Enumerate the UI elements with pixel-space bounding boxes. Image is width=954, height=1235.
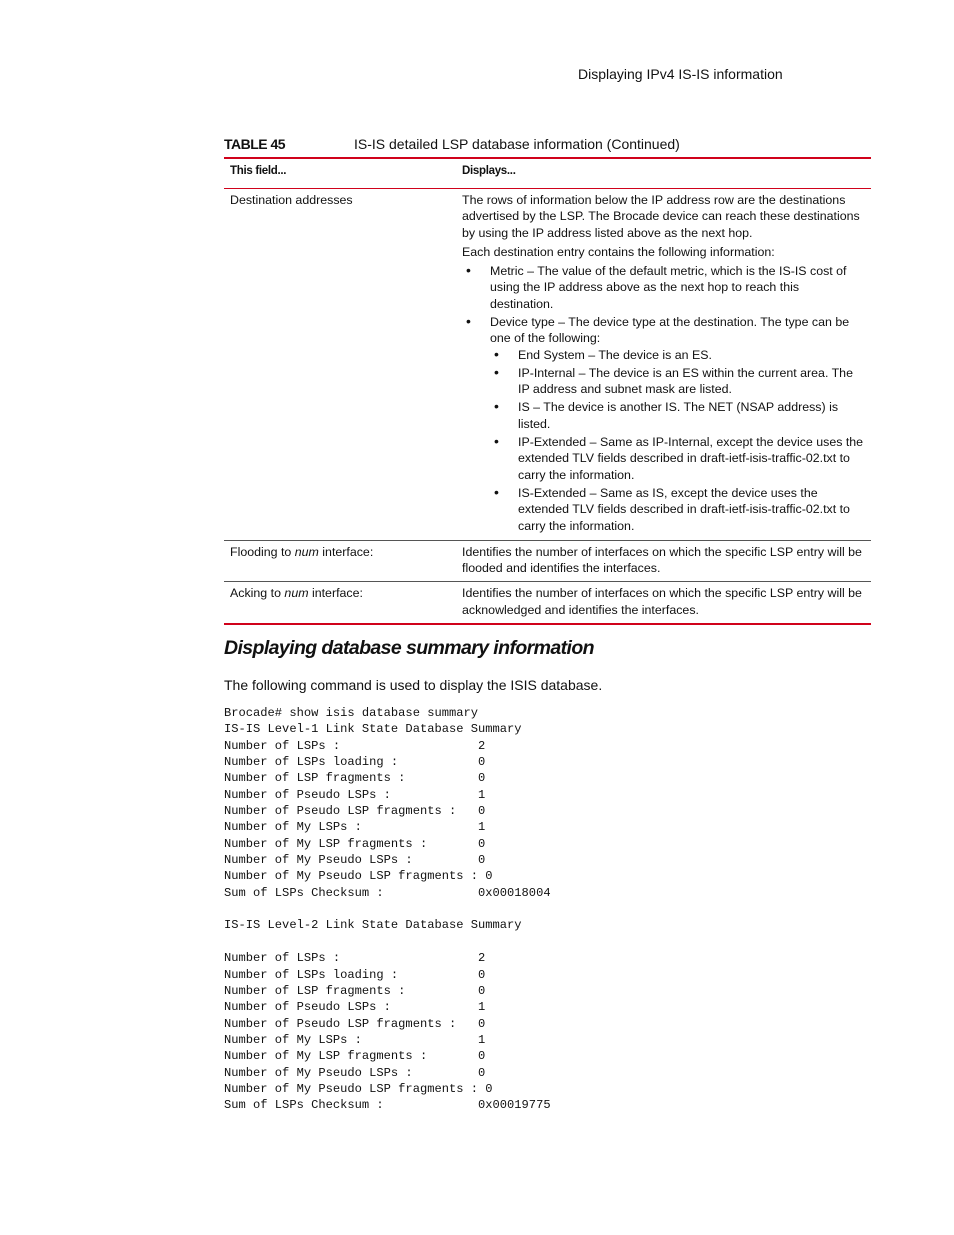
cli-line: Number of My LSPs : 1 (224, 820, 486, 835)
cli-line: Number of Pseudo LSPs : 1 (224, 1000, 486, 1015)
description-paragraph: The rows of information below the IP address row are the destinations advertised by the LSP. The Brocade device can reach these destinations by using the IP address listed above as the next hop. (462, 192, 860, 241)
bullet-icon: • (494, 398, 499, 415)
bullet-icon: • (494, 483, 499, 500)
sub-bullet-list (490, 347, 865, 535)
spec-table (224, 157, 871, 625)
running-header: Displaying IPv4 IS-IS information (578, 66, 783, 82)
description-cell (456, 188, 871, 540)
cli-line: Number of My Pseudo LSP fragments : 0 (224, 1081, 493, 1096)
cli-line: Number of My Pseudo LSP fragments : 0 (224, 869, 493, 884)
cli-line: Number of Pseudo LSP fragments : 0 (224, 1016, 486, 1031)
cli-line (224, 901, 551, 917)
bullet-icon: • (494, 346, 499, 363)
field-cell: Destination addresses (224, 188, 456, 540)
list-item (490, 434, 865, 484)
section-heading: Displaying database summary information (224, 637, 594, 659)
cli-line: Number of My LSP fragments : 0 (224, 836, 486, 851)
cli-line: Number of My LSP fragments : 0 (224, 1049, 486, 1064)
cli-line: IS-IS Level-2 Link State Database Summary (224, 918, 522, 933)
table-row (224, 540, 871, 581)
field-text: interface: (318, 544, 374, 559)
table-row (224, 188, 871, 540)
intro-paragraph: The following command is used to display the ISIS database. (224, 677, 603, 693)
table-number: TABLE 45 (224, 136, 286, 152)
cli-line: Number of LSPs : 2 (224, 951, 486, 966)
bullet-icon: • (494, 363, 499, 380)
field-cell (224, 582, 456, 624)
field-italic: num (284, 586, 309, 601)
bullet-icon: • (466, 312, 471, 329)
list-item (462, 314, 865, 535)
list-item-text: Device type – The device type at the destination. The type can be one of the following: (490, 314, 850, 346)
bullet-icon: • (466, 261, 471, 278)
field-italic: num (294, 544, 319, 559)
cli-line: Number of LSPs loading : 0 (224, 967, 486, 982)
list-item (490, 347, 865, 364)
bullet-icon: • (494, 432, 499, 449)
list-item-text: End System – The device is an ES. (518, 348, 712, 363)
cli-line: Number of LSP fragments : 0 (224, 983, 486, 998)
cli-line: IS-IS Level-1 Link State Database Summary (224, 722, 522, 737)
cli-line: Sum of LSPs Checksum : 0x00019775 (224, 1098, 551, 1113)
cli-line: Number of Pseudo LSPs : 1 (224, 787, 486, 802)
cli-line (224, 934, 551, 950)
description-cell: Identifies the number of interfaces on which the specific LSP entry will be flooded and identifies the interfaces. (456, 540, 871, 581)
list-item (490, 485, 865, 535)
list-item-text: IS-Extended – Same as IS, except the device uses the extended TLV fields described in draft-ietf-isis-traffic-02.txt to carry the information. (518, 485, 850, 534)
field-cell (224, 540, 456, 581)
cli-output (224, 705, 551, 1114)
list-item (490, 399, 865, 432)
field-text: Flooding to (230, 544, 295, 559)
table-title: IS-IS detailed LSP database information (Continued) (354, 136, 680, 152)
cli-line: Number of My LSPs : 1 (224, 1032, 486, 1047)
table-header-row (224, 158, 871, 188)
cli-line: Number of LSP fragments : 0 (224, 771, 486, 786)
bullet-list (462, 263, 865, 535)
field-text: interface: (308, 586, 363, 601)
list-item (462, 263, 865, 313)
list-item-text: IS – The device is another IS. The NET (NSAP address) is listed. (518, 400, 839, 431)
list-item-text: IP-Internal – The device is an ES within the current area. The IP address and subnet mask are listed. (518, 365, 853, 397)
cli-line: Number of Pseudo LSP fragments : 0 (224, 804, 486, 819)
cli-line: Number of My Pseudo LSPs : 0 (224, 1065, 486, 1080)
list-item (490, 365, 865, 398)
cli-line: Brocade# show isis database summary (224, 706, 479, 720)
column-header-field: This field... (224, 158, 456, 188)
column-header-displays: Displays... (456, 158, 871, 188)
cli-line: Number of LSPs loading : 0 (224, 755, 486, 770)
list-item-text: IP-Extended – Same as IP-Internal, except the device uses the extended TLV fields described in draft-ietf-isis-traffic-02.txt to carry the information. (518, 434, 864, 482)
description-paragraph: Each destination entry contains the following information: (462, 244, 775, 259)
description-cell: Identifies the number of interfaces on which the specific LSP entry will be acknowledged and identifies the interfaces. (462, 586, 862, 617)
cli-line: Sum of LSPs Checksum : 0x00018004 (224, 885, 551, 900)
table-row (224, 582, 871, 624)
field-text: Acking to (230, 586, 285, 601)
cli-line: Number of LSPs : 2 (224, 738, 486, 753)
list-item-text: Metric – The value of the default metric, which is the IS-IS cost of using the IP address above as the next hop to reach this destination. (490, 263, 847, 311)
cli-line: Number of My Pseudo LSPs : 0 (224, 853, 486, 868)
